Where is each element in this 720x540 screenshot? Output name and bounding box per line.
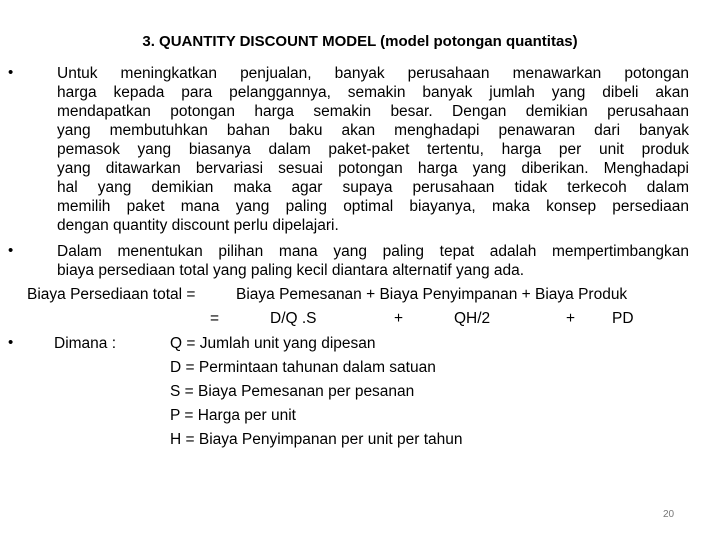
definition-item: S = Biaya Pemesanan per pesanan: [170, 383, 415, 400]
text-line: pemasok yang biasanya dalam paket-paket tertentu, harga per unit produk: [57, 141, 689, 158]
text-line: yang ditawarkan bervariasi sesuai potongan harga yang diberikan. Menghadapi: [57, 160, 689, 177]
definition-item: P = Harga per unit: [170, 407, 296, 424]
formula-term-1: D/Q .S: [270, 310, 317, 327]
definitions-label: Dimana :: [54, 335, 117, 352]
bullet-icon: •: [8, 242, 14, 259]
definition-item: D = Permintaan tahunan dalam satuan: [170, 359, 436, 376]
slide-title: 3. QUANTITY DISCOUNT MODEL (model potongan quantitas): [142, 33, 578, 50]
bullet-icon: •: [8, 334, 14, 351]
bullet-icon: •: [8, 64, 14, 81]
text-line: dengan quantity discount perlu dipelajari.: [57, 217, 339, 234]
text-line: memilih paket mana yang paling optimal biayanya, maka konsep persediaan: [57, 198, 689, 215]
text-line: yang membutuhkan bahan baku akan menghadapi penawaran dari banyak: [57, 122, 689, 139]
formula-plus-1: +: [394, 310, 404, 327]
text-line: mendapatkan potongan harga semakin besar. Dengan demikian perusahaan: [57, 103, 689, 120]
formula-plus-2: +: [566, 310, 576, 327]
formula-rhs: Biaya Pemesanan + Biaya Penyimpanan + Biaya Produk: [236, 286, 628, 303]
page-number: 20: [663, 509, 675, 520]
definition-item: Q = Jumlah unit yang dipesan: [170, 335, 376, 352]
text-line: hal yang demikian maka agar supaya perusahaan tidak terkecoh dalam: [57, 179, 689, 196]
formula-term-3: PD: [612, 310, 634, 327]
formula-term-2: QH/2: [454, 310, 491, 327]
text-line: Dalam menentukan pilihan mana yang paling tepat adalah mempertimbangkan: [57, 243, 689, 260]
text-line: harga kepada para pelanggannya, semakin banyak jumlah yang dibeli akan: [57, 84, 689, 101]
formula-lhs: Biaya Persediaan total =: [27, 286, 196, 303]
formula-eq: =: [210, 310, 220, 327]
text-line: biaya persediaan total yang paling kecil diantara alternatif yang ada.: [57, 262, 525, 279]
text-line: Untuk meningkatkan penjualan, banyak perusahaan menawarkan potongan: [57, 65, 689, 82]
definition-item: H = Biaya Penyimpanan per unit per tahun: [170, 431, 463, 448]
